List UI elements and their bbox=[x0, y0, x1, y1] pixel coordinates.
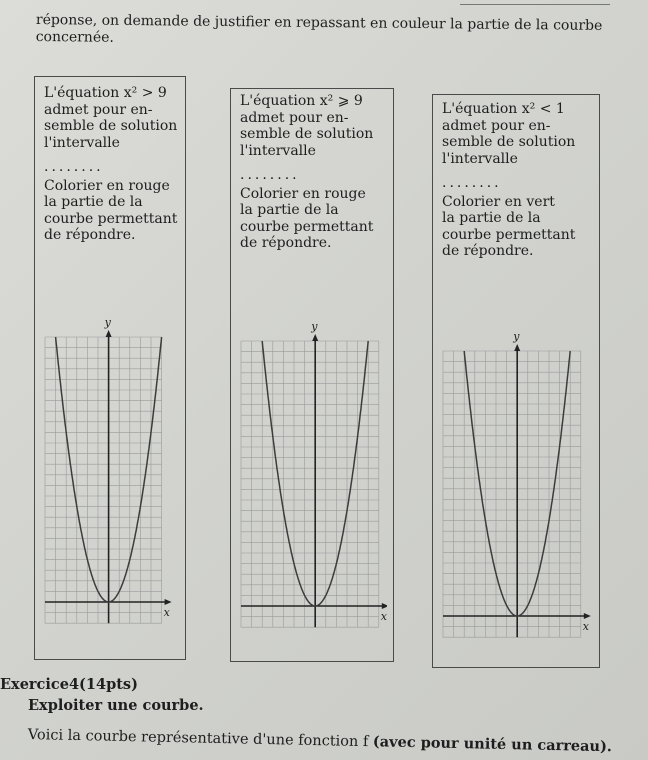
box-2-instruction-4: de répondre. bbox=[240, 235, 332, 251]
box-3-line-3: semble de solution bbox=[442, 134, 576, 150]
box-1-answer-blank: ........ bbox=[44, 159, 104, 175]
x-axis-arrow bbox=[165, 599, 172, 605]
box-2-line-4: l'intervalle bbox=[240, 142, 316, 159]
box-2-line-3: semble de solution bbox=[240, 126, 374, 142]
box-1-instruction-2: la partie de la bbox=[44, 194, 143, 210]
x-axis-label: x bbox=[380, 610, 387, 623]
grid bbox=[241, 341, 379, 627]
box-2-graph bbox=[237, 319, 387, 649]
box-3-graph bbox=[439, 329, 591, 659]
box-1-line-3: semble de solution bbox=[44, 118, 178, 134]
box-3-line-2: admet pour en- bbox=[442, 117, 551, 134]
exercise-4-statement bbox=[28, 726, 612, 755]
intro-line-1: réponse, on demande de justifier en repassant en couleur la partie de la courbe bbox=[35, 12, 603, 34]
box-2-line-2: admet pour en- bbox=[240, 109, 349, 126]
box-3-text bbox=[442, 101, 593, 260]
exercise-4-title: Exercice4(14pts) bbox=[0, 676, 138, 693]
box-2-instruction-1: Colorier en rouge bbox=[240, 185, 366, 202]
box-2-instruction-2: la partie de la bbox=[240, 202, 339, 218]
box-1-instruction-3: courbe permettant bbox=[44, 210, 178, 227]
box-3-equation: L'équation x² < 1 bbox=[442, 101, 565, 117]
exercise-box-3 bbox=[432, 94, 600, 668]
x-axis-arrow bbox=[382, 603, 387, 609]
box-2-text bbox=[240, 93, 387, 252]
top-rule bbox=[460, 4, 610, 5]
box-2-equation: L'équation x² ⩾ 9 bbox=[240, 93, 363, 109]
box-1-line-2: admet pour en- bbox=[44, 101, 153, 118]
y-axis-label: y bbox=[104, 316, 111, 329]
box-1-instruction-1: Colorier en rouge bbox=[44, 177, 170, 194]
x-axis-label: x bbox=[582, 620, 590, 633]
y-axis-arrow bbox=[514, 344, 520, 351]
box-1-graph bbox=[41, 315, 179, 645]
box-3-instruction-2: la partie de la bbox=[442, 210, 541, 226]
exercise-4-subtitle: Exploiter une courbe. bbox=[28, 697, 204, 714]
exercise-box-2 bbox=[230, 88, 394, 662]
x-axis-arrow bbox=[584, 613, 591, 619]
box-3-line-4: l'intervalle bbox=[442, 150, 518, 167]
box-3-instruction-4: de répondre. bbox=[442, 243, 534, 259]
box-3-instruction-1: Colorier en vert bbox=[442, 193, 555, 210]
intro-paragraph bbox=[36, 12, 626, 52]
y-axis-arrow bbox=[312, 334, 318, 341]
grid bbox=[443, 351, 581, 637]
box-2-instruction-3: courbe permettant bbox=[240, 218, 374, 235]
box-3-instruction-3: courbe permettant bbox=[442, 226, 576, 243]
box-2-answer-blank: ........ bbox=[240, 167, 300, 183]
y-axis-arrow bbox=[106, 330, 112, 337]
box-3-answer-blank: ........ bbox=[442, 175, 502, 191]
statement-unit: (avec pour unité un carreau). bbox=[372, 733, 613, 756]
box-1-line-4: l'intervalle bbox=[44, 134, 120, 151]
x-axis-label: x bbox=[163, 606, 170, 619]
box-1-equation: L'équation x² > 9 bbox=[44, 85, 167, 101]
box-1-text bbox=[44, 85, 179, 244]
intro-line-2: concernée. bbox=[35, 28, 114, 46]
y-axis-label: y bbox=[513, 330, 520, 343]
statement-text: Voici la courbe représentative d'une fonction f bbox=[27, 726, 374, 751]
y-axis-label: y bbox=[311, 320, 318, 333]
exercise-box-1 bbox=[34, 76, 186, 660]
box-1-instruction-4: de répondre. bbox=[44, 227, 136, 243]
